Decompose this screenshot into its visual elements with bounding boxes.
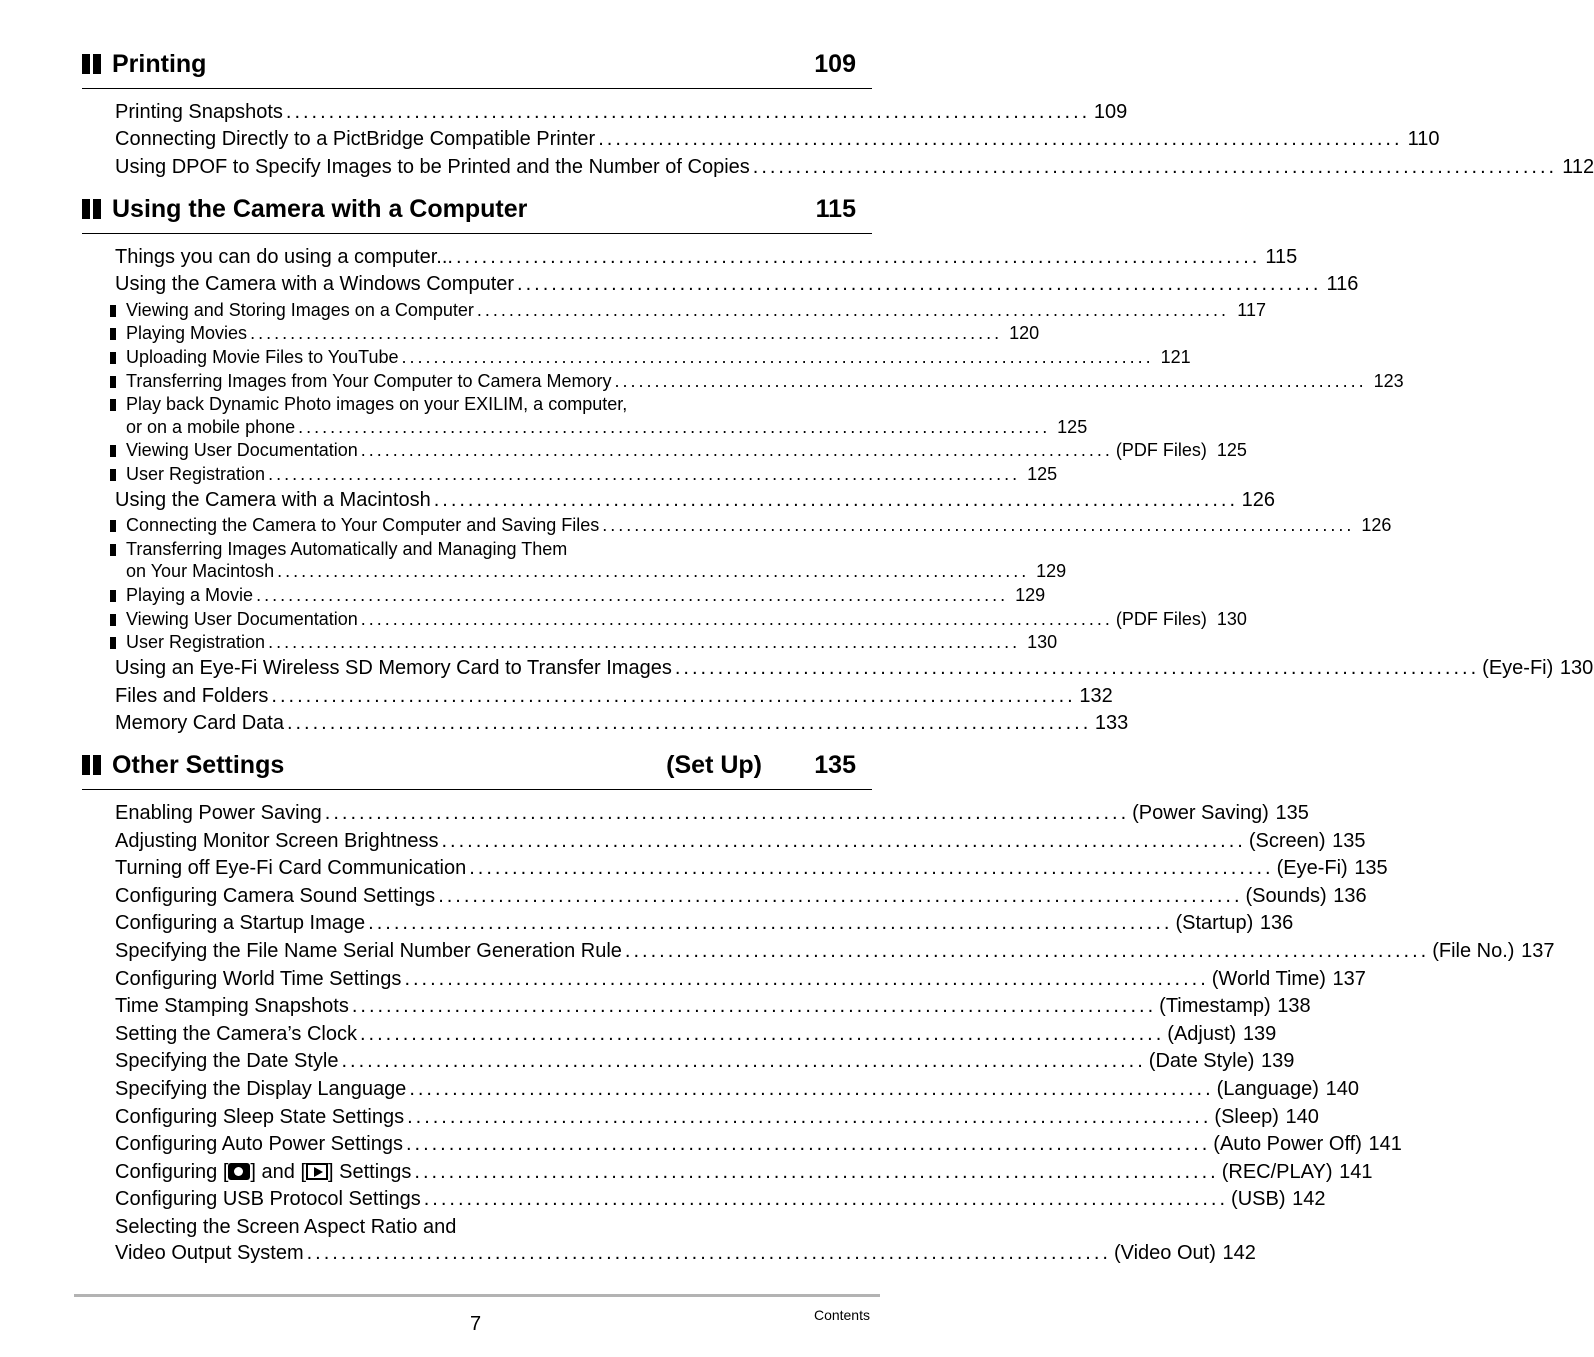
- section-printing: [82, 50, 1594, 178]
- entry-page: 136: [1333, 885, 1367, 907]
- toc-subentry[interactable]: Connecting the Camera to Your Computer and Saving Files .............................................................................................. 126: [126, 515, 856, 536]
- entry-label: Configuring Auto Power Settings: [115, 1133, 403, 1155]
- footer-divider: [74, 1294, 880, 1297]
- entry-label: Adjusting Monitor Screen Brightness: [115, 830, 439, 852]
- entry-label: Files and Folders: [115, 685, 269, 707]
- section-page: 135: [814, 751, 856, 779]
- entry-suffix: (Sounds): [1245, 885, 1327, 907]
- toc-entry[interactable]: Configuring USB Protocol Settings .............................................................................................. (USB) 142: [115, 1188, 1326, 1210]
- bullet-icon: [110, 614, 116, 626]
- entry-label: Uploading Movie Files to YouTube: [126, 347, 399, 367]
- entry-label: Configuring World Time Settings: [115, 968, 402, 990]
- toc-subentry[interactable]: User Registration .............................................................................................. 125: [126, 464, 856, 485]
- entry-page: 142: [1292, 1188, 1326, 1210]
- entry-label-continued: or on a mobile phone: [126, 417, 296, 437]
- toc-entry[interactable]: Time Stamping Snapshots .............................................................................................. (Timestamp) 138: [115, 995, 1311, 1017]
- entry-label: User Registration: [126, 464, 266, 484]
- entry-label: Using DPOF to Specify Images to be Printed and the Number of Copies: [115, 156, 750, 178]
- entry-suffix: (Language): [1216, 1078, 1319, 1100]
- entry-label: Time Stamping Snapshots: [115, 995, 349, 1017]
- entry-label: Configuring Sleep State Settings: [115, 1106, 405, 1128]
- toc-subentry[interactable]: User Registration .............................................................................................. 130: [126, 632, 856, 653]
- toc-subentry[interactable]: Viewing User Documentation .............................................................................................. (PDF Files) 130: [126, 609, 856, 630]
- entry-label: Playing Movies: [126, 323, 248, 343]
- bullet-icon: [110, 637, 116, 649]
- toc-entry[interactable]: Connecting Directly to a PictBridge Compatible Printer .............................................................................................. 110: [115, 128, 1440, 150]
- bullet-icon: [110, 376, 116, 388]
- entry-label-continued: on Your Macintosh: [126, 561, 275, 581]
- bullet-icon: [110, 305, 116, 317]
- entry-page: 112: [1562, 156, 1594, 178]
- entry-label: Viewing User Documentation: [126, 440, 358, 460]
- section-marker-icon: [82, 54, 102, 74]
- entry-page: 121: [1160, 347, 1191, 367]
- entry-page: 140: [1285, 1106, 1319, 1128]
- entry-suffix: (World Time): [1211, 968, 1326, 990]
- toc-entry[interactable]: Using DPOF to Specify Images to be Printed and the Number of Copies .............................................................................................. 112: [115, 156, 1594, 178]
- entry-label: Memory Card Data: [115, 712, 284, 734]
- toc-entry[interactable]: Enabling Power Saving .............................................................................................. (Power Saving) 135: [115, 802, 1309, 824]
- toc-entry[interactable]: Using the Camera with a Macintosh .............................................................................................. 126: [115, 489, 1276, 511]
- entry-suffix: (Auto Power Off): [1213, 1133, 1362, 1155]
- entry-suffix: (Timestamp): [1159, 995, 1271, 1017]
- entry-suffix: (Adjust): [1167, 1023, 1237, 1045]
- bullet-icon: [110, 399, 116, 411]
- toc-entry[interactable]: Using the Camera with a Windows Computer .............................................................................................. 116: [115, 273, 1359, 295]
- entry-page: 125: [1057, 417, 1088, 437]
- entry-label: Specifying the Date Style: [115, 1050, 339, 1072]
- entry-label: Selecting the Screen Aspect Ratio and: [115, 1216, 457, 1238]
- entry-page: 141: [1368, 1133, 1402, 1155]
- entry-label: Specifying the File Name Serial Number Generation Rule: [115, 940, 622, 962]
- toc-entry[interactable]: Specifying the Display Language .............................................................................................. (Language) 140: [115, 1078, 1359, 1100]
- play-icon: [306, 1163, 328, 1180]
- camera-icon: [228, 1163, 250, 1180]
- section-page: 109: [814, 50, 856, 78]
- entry-suffix: (USB): [1231, 1188, 1286, 1210]
- toc-subentry[interactable]: Viewing User Documentation .............................................................................................. (PDF Files) 125: [126, 440, 856, 461]
- section-title: Using the Camera with a Computer: [112, 195, 528, 223]
- entry-label: Printing Snapshots: [115, 101, 283, 123]
- section-header: [82, 50, 872, 89]
- entry-page: 139: [1242, 1023, 1277, 1045]
- entry-label: Enabling Power Saving: [115, 802, 322, 824]
- entry-label: Connecting the Camera to Your Computer and Saving Files: [126, 515, 600, 535]
- entry-label: Using an Eye-Fi Wireless SD Memory Card to Transfer Images: [115, 657, 672, 679]
- toc-subentry-continued[interactable]: on Your Macintosh .............................................................................................. 129: [126, 561, 1067, 581]
- entry-page: 130: [1216, 609, 1247, 629]
- toc-entry[interactable]: [115, 1216, 856, 1239]
- bullet-icon: [110, 469, 116, 481]
- entry-label: Playing a Movie: [126, 585, 254, 605]
- entry-page: 136: [1259, 912, 1294, 934]
- toc-entry[interactable]: Using an Eye-Fi Wireless SD Memory Card to Transfer Images .............................................................................................. (Eye-Fi) 130: [115, 657, 1594, 679]
- entry-suffix: (REC/PLAY): [1221, 1161, 1333, 1183]
- entry-label: Transferring Images from Your Computer to Camera Memory: [126, 371, 612, 391]
- entry-page: 110: [1407, 128, 1440, 150]
- entry-page: 135: [1332, 830, 1366, 852]
- section-page: 115: [815, 195, 856, 223]
- toc-entry[interactable]: Turning off Eye-Fi Card Communication .............................................................................................. (Eye-Fi) 135: [115, 857, 1388, 879]
- section-header: [82, 195, 872, 234]
- section-header: [82, 751, 872, 790]
- entry-label: Using the Camera with a Windows Computer: [115, 273, 515, 295]
- entry-suffix: (Eye-Fi): [1482, 657, 1554, 679]
- toc-entry[interactable]: Configuring Camera Sound Settings .............................................................................................. (Sounds) 136: [115, 885, 1367, 907]
- entry-page: 129: [1036, 561, 1067, 581]
- entry-label: Turning off Eye-Fi Card Communication: [115, 857, 467, 879]
- entry-label-continued: Video Output System: [115, 1242, 304, 1264]
- bullet-icon: [110, 544, 116, 556]
- entry-page: 139: [1261, 1050, 1295, 1072]
- entry-page: 126: [1241, 489, 1276, 511]
- entry-suffix: (Power Saving): [1132, 802, 1269, 824]
- entry-suffix: (Sleep): [1214, 1106, 1279, 1128]
- section-suffix: (Set Up): [666, 751, 762, 779]
- toc-entry[interactable]: Things you can do using a computer... .............................................................................................. 115: [115, 246, 1298, 268]
- entry-suffix: (File No.): [1432, 940, 1515, 962]
- entry-suffix: (Date Style): [1148, 1050, 1255, 1072]
- entry-page: 138: [1277, 995, 1311, 1017]
- bullet-icon: [110, 352, 116, 364]
- entry-label: Viewing User Documentation: [126, 609, 358, 629]
- entry-page: 135: [1354, 857, 1388, 879]
- toc-subentry-continued[interactable]: or on a mobile phone .............................................................................................. 125: [126, 417, 1088, 437]
- toc-entry[interactable]: Configuring [ ] and [ ] Settings .............................................................................................. (REC/PLAY) 141: [115, 1161, 1373, 1183]
- section-title: Other Settings: [112, 751, 285, 779]
- bullet-icon: [110, 445, 116, 457]
- entry-label: Configuring [ ] and [ ] Settings: [115, 1161, 412, 1183]
- toc-entry[interactable]: Printing Snapshots .............................................................................................. 109: [115, 101, 1128, 123]
- entry-page: 133: [1094, 712, 1129, 734]
- section-other-settings: [82, 751, 1555, 1264]
- toc-entry[interactable]: Configuring a Startup Image .............................................................................................. (Startup) 136: [115, 912, 1294, 934]
- entry-label: Configuring Camera Sound Settings: [115, 885, 436, 907]
- toc-subentry[interactable]: Uploading Movie Files to YouTube .............................................................................................. 121: [126, 347, 856, 368]
- footer-contents-link[interactable]: Contents: [813, 1307, 870, 1323]
- toc-subentry[interactable]: [126, 394, 856, 415]
- toc-subentry[interactable]: Transferring Images from Your Computer to Camera Memory .............................................................................................. 123: [126, 371, 856, 392]
- bullet-icon: [110, 590, 116, 602]
- entry-suffix: (Video Out): [1113, 1242, 1216, 1264]
- entry-page: 130: [1559, 657, 1594, 679]
- entry-page: 117: [1237, 300, 1266, 320]
- toc-entry-continued[interactable]: Video Output System .............................................................................................. (Video Out) 142: [115, 1242, 1256, 1264]
- section-title: Printing: [112, 50, 207, 78]
- toc-subentry[interactable]: Playing a Movie .............................................................................................. 129: [126, 585, 856, 606]
- entry-label: Setting the Camera’s Clock: [115, 1023, 357, 1045]
- toc-subentry[interactable]: [126, 539, 856, 560]
- entry-page: 116: [1326, 273, 1359, 295]
- entry-label: Connecting Directly to a PictBridge Compatible Printer: [115, 128, 596, 150]
- entry-page: 129: [1015, 585, 1046, 605]
- toc-subentry[interactable]: Playing Movies .............................................................................................. 120: [126, 323, 856, 344]
- section-marker-icon: [82, 199, 102, 219]
- entry-page: 109: [1093, 101, 1128, 123]
- entry-label: Configuring a Startup Image: [115, 912, 366, 934]
- entry-page: 132: [1079, 685, 1113, 707]
- toc-subentry[interactable]: Viewing and Storing Images on a Computer .............................................................................................. 117: [126, 300, 856, 321]
- entry-label: Using the Camera with a Macintosh: [115, 489, 431, 511]
- entry-label: Specifying the Display Language: [115, 1078, 407, 1100]
- entry-page: 125: [1216, 440, 1247, 460]
- toc-entry[interactable]: Files and Folders .............................................................................................. 132: [115, 685, 1113, 707]
- entry-page: 123: [1373, 371, 1404, 391]
- entry-label: Things you can do using a computer...: [115, 246, 453, 268]
- toc-entry[interactable]: Specifying the Date Style .............................................................................................. (Date Style) 139: [115, 1050, 1295, 1072]
- entry-page: 115: [1265, 246, 1298, 268]
- toc-entry[interactable]: Memory Card Data .............................................................................................. 133: [115, 712, 1129, 734]
- entry-page: 142: [1222, 1242, 1256, 1264]
- entry-label: Viewing and Storing Images on a Computer: [126, 300, 474, 320]
- entry-suffix: (Screen): [1248, 830, 1326, 852]
- entry-page: 135: [1275, 802, 1309, 824]
- entry-page: 120: [1009, 323, 1040, 343]
- toc-entry[interactable]: Adjusting Monitor Screen Brightness .............................................................................................. (Screen) 135: [115, 830, 1366, 852]
- toc-entry[interactable]: Specifying the File Name Serial Number Generation Rule .............................................................................................. (File No.) 137: [115, 940, 1555, 962]
- entry-label: User Registration: [126, 632, 266, 652]
- entry-suffix: (PDF Files): [1115, 440, 1207, 460]
- entry-suffix: (Eye-Fi): [1276, 857, 1348, 879]
- toc-entry[interactable]: Configuring Sleep State Settings .............................................................................................. (Sleep) 140: [115, 1106, 1319, 1128]
- bullet-icon: [110, 328, 116, 340]
- entry-suffix: (Startup): [1175, 912, 1254, 934]
- bullet-icon: [110, 520, 116, 532]
- entry-page: 141: [1339, 1161, 1373, 1183]
- entry-page: 130: [1027, 632, 1058, 652]
- entry-page: 140: [1325, 1078, 1359, 1100]
- entry-suffix: (PDF Files): [1115, 609, 1207, 629]
- toc-entry[interactable]: Setting the Camera’s Clock .............................................................................................. (Adjust) 139: [115, 1023, 1277, 1045]
- footer-page-number: 7: [470, 1313, 482, 1335]
- entry-label: Configuring USB Protocol Settings: [115, 1188, 421, 1210]
- entry-page: 137: [1332, 968, 1366, 990]
- entry-page: 126: [1361, 515, 1392, 535]
- section-computer: [82, 195, 1594, 734]
- section-marker-icon: [82, 755, 102, 775]
- toc-entry[interactable]: Configuring Auto Power Settings .............................................................................................. (Auto Power Off) 141: [115, 1133, 1402, 1155]
- toc-entry[interactable]: Configuring World Time Settings .............................................................................................. (World Time) 137: [115, 968, 1366, 990]
- entry-label: Play back Dynamic Photo images on your EXILIM, a computer,: [126, 394, 628, 414]
- entry-page: 125: [1027, 464, 1058, 484]
- entry-label: Transferring Images Automatically and Managing Them: [126, 539, 568, 559]
- entry-page: 137: [1521, 940, 1555, 962]
